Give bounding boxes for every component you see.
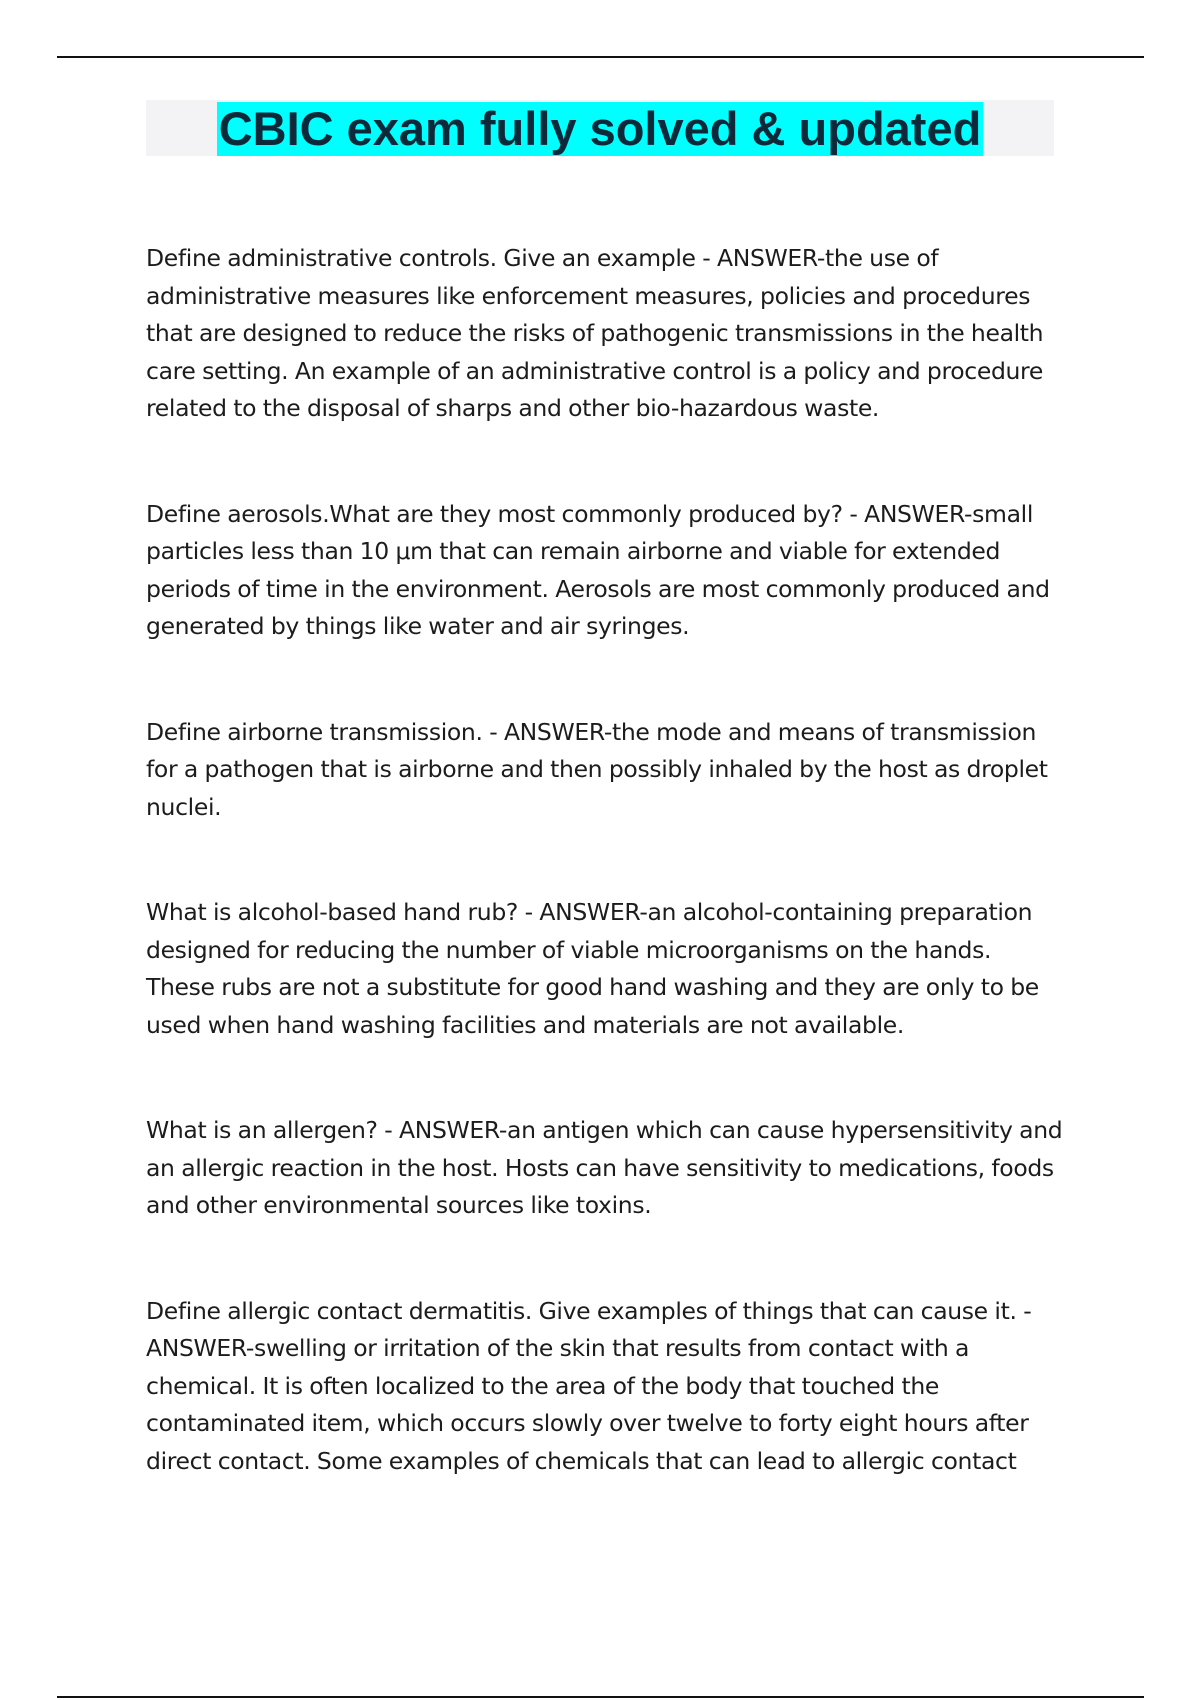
qa-list — [146, 240, 1066, 1480]
qa-item-aerosols: Define aerosols.What are they most commonly produced by? - ANSWER-small particles less than 10 μm that can remain airborne and viable for extended periods of time in the environment. Aerosols are most commonly produced and generated by things like water and air syringes. — [146, 499, 1050, 640]
qa-item-alcohol-hand-rub: What is alcohol-based hand rub? - ANSWER-an alcohol-containing preparation designed for reducing the number of viable microorganisms on the hands. These rubs are not a substitute for good hand washing and they are only to be used when hand washing facilities and materials are not available. — [146, 898, 1039, 1039]
document-title: CBIC exam fully solved & updated — [218, 102, 982, 155]
title-band — [146, 100, 1054, 156]
top-page-rule — [57, 56, 1144, 58]
bottom-page-rule — [57, 1696, 1144, 1698]
qa-item-allergic-contact-dermatitis: Define allergic contact dermatitis. Give examples of things that can cause it. - ANSWER-swelling or irritation of the skin that results from contact with a chemical. It is often localized to the area of the body that touched the contaminated item, which occurs slowly over twelve to forty eight hours after direct contact. Some examples of chemicals that can lead to allergic contact — [146, 1296, 1032, 1475]
qa-item-administrative-controls: Define administrative controls. Give an example - ANSWER-the use of administrative measures like enforcement measures, policies and procedures that are designed to reduce the risks of pathogenic transmissions in the health care setting. An example of an administrative control is a policy and procedure related to the disposal of sharps and other bio-hazardous waste. — [146, 244, 1044, 422]
qa-item-allergen: What is an allergen? - ANSWER-an antigen which can cause hypersensitivity and an allergic reaction in the host. Hosts can have sensitivity to medications, foods and other environmental sources like toxins. — [146, 1116, 1063, 1219]
qa-item-airborne-transmission: Define airborne transmission. - ANSWER-the mode and means of transmission for a pathogen that is airborne and then possibly inhaled by the host as droplet nuclei. — [146, 717, 1048, 821]
